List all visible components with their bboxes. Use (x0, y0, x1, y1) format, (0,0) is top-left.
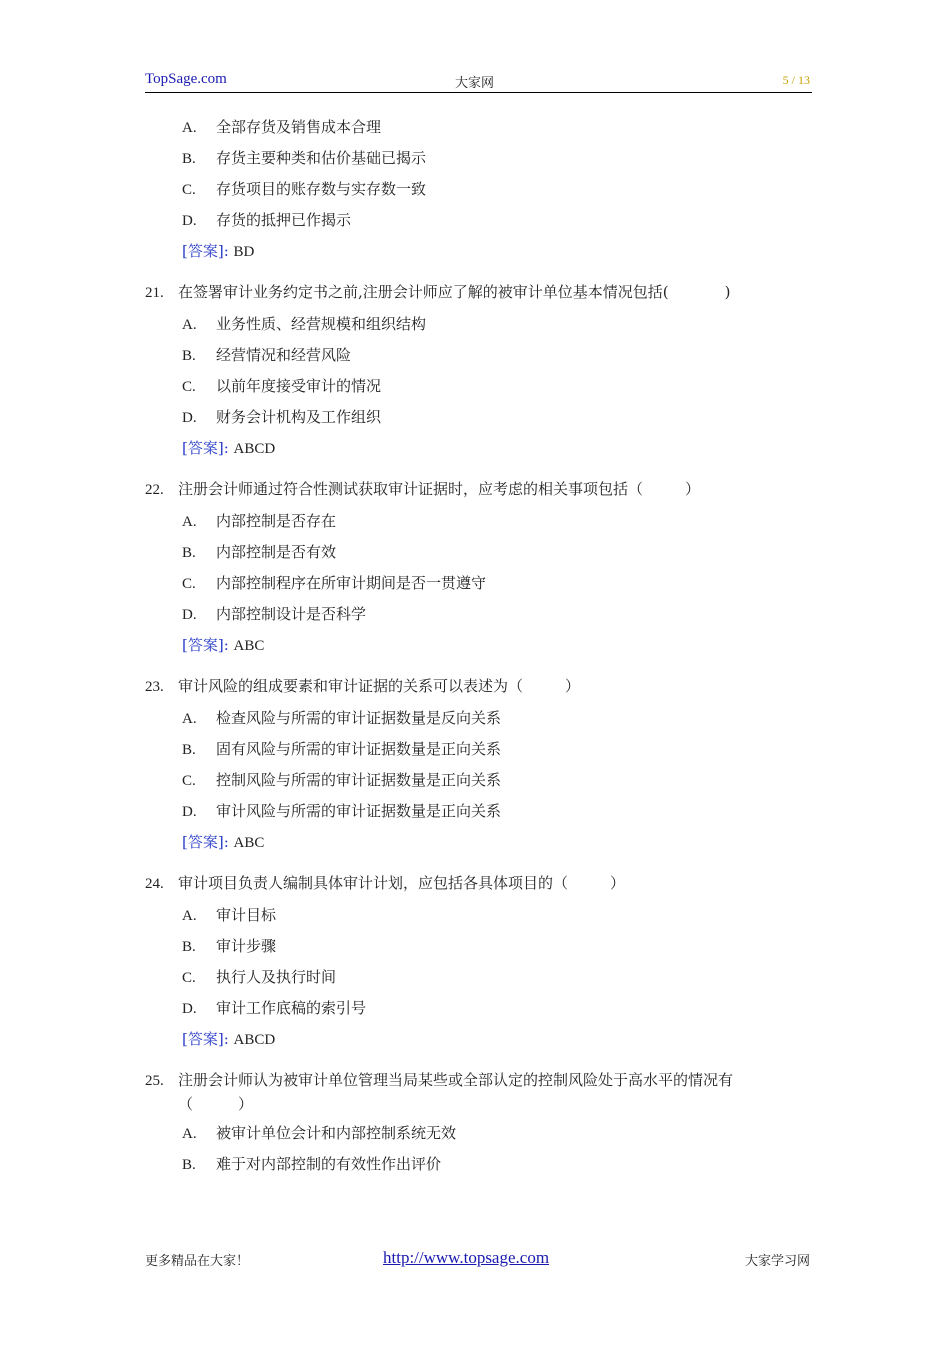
question-20-options (145, 116, 825, 272)
option-a: A. 业务性质、经营规模和组织结构 (182, 315, 427, 333)
question-number: 25. (145, 1073, 164, 1089)
question-number: 24. (145, 876, 164, 892)
question-25 (145, 1069, 825, 1122)
answer-line (145, 240, 825, 272)
option-d: D. 内部控制设计是否科学 (182, 605, 367, 623)
option-a: A. 审计目标 (182, 906, 277, 924)
page-header (145, 68, 812, 93)
answer-label: [答案]: (182, 636, 229, 654)
option-a: A. 被审计单位会计和内部控制系统无效 (182, 1124, 457, 1142)
answer-value: ABC (233, 835, 265, 851)
question-23: 23. 审计风险的组成要素和审计证据的关系可以表述为（ ） (145, 675, 825, 707)
header-center-title: 大家网 (455, 76, 495, 91)
question-number: 21. (145, 285, 164, 301)
question-24: 24. 审计项目负责人编制具体审计计划，应包括各具体项目的（ ） (145, 872, 825, 904)
answer-value: ABC (233, 638, 265, 654)
option-c: C. 执行人及执行时间 (182, 968, 337, 986)
answer-line (145, 1028, 825, 1060)
answer-value: ABCD (233, 441, 276, 457)
answer-value: ABCD (233, 1032, 276, 1048)
question-22: 22. 注册会计师通过符合性测试获取审计证据时，应考虑的相关事项包括（ ） (145, 478, 825, 510)
footer-slogan: 更多精品在大家！ (145, 1254, 250, 1269)
answer-label: [答案]: (182, 242, 229, 260)
option-b: B. 存货主要种类和估价基础已揭示 (182, 149, 427, 167)
question-number: 22. (145, 482, 164, 498)
option-d: D. 审计工作底稿的索引号 (182, 999, 367, 1017)
option-b: B. 内部控制是否有效 (182, 543, 337, 561)
footer-site-name: 大家学习网 (744, 1254, 810, 1269)
question-content (145, 116, 825, 1184)
question-number: 23. (145, 679, 164, 695)
answer-value: BD (233, 244, 255, 260)
answer-line (145, 634, 825, 666)
option-c: C. 存货项目的账存数与实存数一致 (182, 180, 427, 198)
question-text: 审计项目负责人编制具体审计计划，应包括各具体项目的（ (178, 874, 569, 892)
answer-label: [答案]: (182, 833, 229, 851)
option-a: A. 检查风险与所需的审计证据数量是反向关系 (182, 709, 502, 727)
option-b: B. 审计步骤 (182, 937, 277, 955)
option-b: B. 经营情况和经营风险 (182, 346, 352, 364)
page-footer (145, 1248, 812, 1270)
option-c: C. 控制风险与所需的审计证据数量是正向关系 (182, 771, 502, 789)
option-a: A. 全部存货及销售成本合理 (182, 118, 382, 136)
answer-line (145, 437, 825, 469)
question-text-continued: （ ） (178, 1095, 254, 1113)
option-d: D. 财务会计机构及工作组织 (182, 408, 382, 426)
question-text: 注册会计师通过符合性测试获取审计证据时，应考虑的相关事项包括（ (178, 480, 644, 498)
answer-label: [答案]: (182, 439, 229, 457)
option-b: B. 难于对内部控制的有效性作出评价 (182, 1155, 442, 1173)
page-number: 5 / 13 (782, 73, 810, 87)
question-text: 注册会计师认为被审计单位管理当局某些或全部认定的控制风险处于高水平的情况有 (178, 1071, 734, 1089)
question-text: 审计风险的组成要素和审计证据的关系可以表述为（ (178, 677, 524, 695)
option-b: B. 固有风险与所需的审计证据数量是正向关系 (182, 740, 502, 758)
option-d: D. 存货的抵押已作揭示 (182, 211, 352, 229)
option-a: A. 内部控制是否存在 (182, 512, 337, 530)
answer-label: [答案]: (182, 1030, 229, 1048)
site-name: TopSage.com (145, 71, 227, 87)
option-c: C. 内部控制程序在所审计期间是否一贯遵守 (182, 574, 487, 592)
question-text: 在签署审计业务约定书之前,注册会计师应了解的被审计单位基本情况包括( (178, 283, 669, 301)
option-d: D. 审计风险与所需的审计证据数量是正向关系 (182, 802, 502, 820)
question-21: 21. 在签署审计业务约定书之前,注册会计师应了解的被审计单位基本情况包括( ) (145, 281, 825, 313)
answer-line (145, 831, 825, 863)
footer-link[interactable]: http://www.topsage.com (383, 1248, 550, 1267)
option-c: C. 以前年度接受审计的情况 (182, 377, 382, 395)
